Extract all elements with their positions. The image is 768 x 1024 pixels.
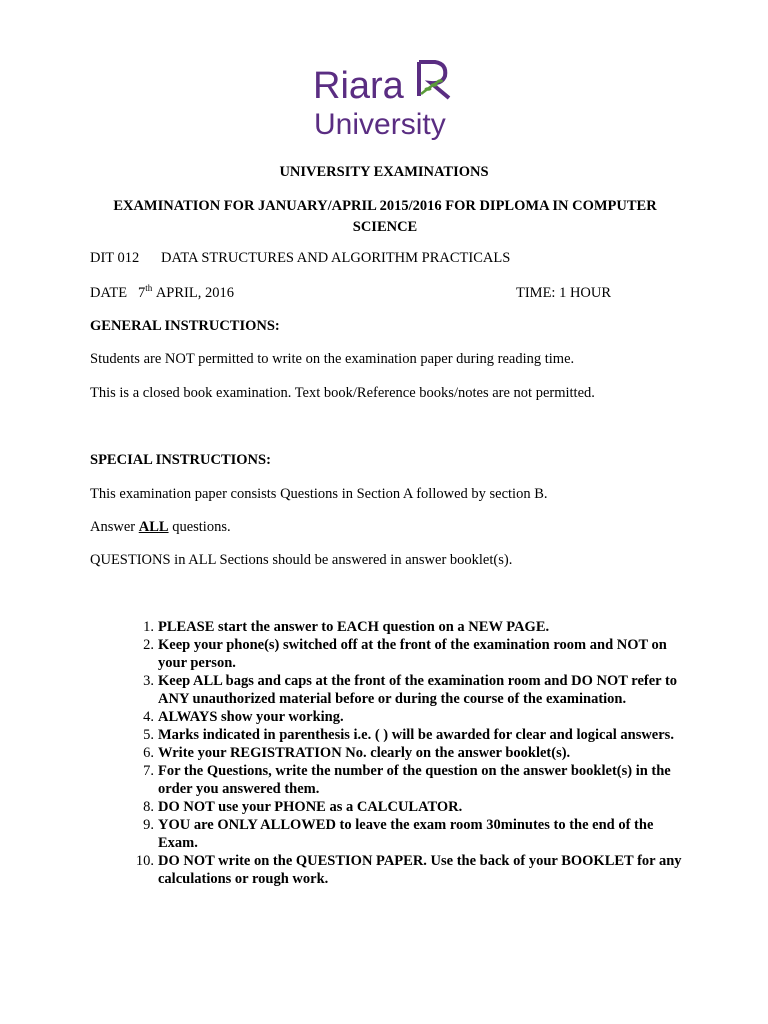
rule-number: 7. [143,763,154,779]
course-name: DATA STRUCTURES AND ALGORITHM PRACTICALS [161,250,511,266]
exam-title: EXAMINATION FOR JANUARY/APRIL 2015/2016 FOR DIPLOMA IN COMPUTER SCIENCE [113,198,657,235]
date-day: 7 [137,285,146,301]
rule-number: 9. [143,817,154,833]
rule-text: Marks indicated in parenthesis i.e. ( ) will be awarded for clear and logical answers. [158,727,674,743]
answer-suffix: questions. [172,519,231,535]
list-item [130,816,690,852]
date-suffix: th [145,283,153,293]
general-instructions-heading: GENERAL INSTRUCTIONS: [90,318,280,334]
rule-number: 8. [143,799,154,815]
answer-prefix: Answer [90,519,136,535]
rule-number: 1. [143,619,154,635]
list-item [130,708,690,726]
list-item [130,744,690,762]
date-rest: APRIL, 2016 [155,285,234,301]
rule-number: 4. [143,709,154,725]
riara-r-emblem-icon [419,62,449,98]
rule-text: PLEASE start the answer to EACH question on a NEW PAGE. [158,619,550,635]
rule-text: YOU are ONLY ALLOWED to leave the exam room 30minutes to the end of the Exam. [158,817,654,851]
logo-text-riara: Riara [313,65,404,107]
exam-time: TIME: 1 HOUR [516,285,612,301]
special-instruction-answer [90,519,231,536]
list-item [130,762,690,798]
special-instruction-booklet: QUESTIONS in ALL Sections should be answered in answer booklet(s). [90,552,513,568]
course-code: DIT 012 [90,250,140,266]
rule-number: 6. [143,745,154,761]
special-instructions-heading: SPECIAL INSTRUCTIONS: [90,452,271,468]
special-instruction-consists: This examination paper consists Questions in Section A followed by section B. [90,486,548,502]
rule-text: DO NOT use your PHONE as a CALCULATOR. [158,799,463,815]
list-item [130,636,690,672]
list-item [130,618,690,636]
rule-number: 10. [135,853,154,869]
rules-list [130,618,690,888]
logo-text-university: University [314,108,446,140]
general-instruction-1: Students are NOT permitted to write on the examination paper during reading time. [90,351,575,367]
date-label: DATE [90,285,128,301]
rule-text: For the Questions, write the number of the question on the answer booklet(s) in the order you answered them. [158,763,671,797]
list-item [130,672,690,708]
riara-logo-graphic [313,56,458,140]
rule-number: 2. [143,637,154,653]
rule-number: 3. [143,673,154,689]
rule-text: Keep ALL bags and caps at the front of the examination room and DO NOT refer to ANY unauthorized material before or during the course of the examination. [158,673,678,707]
general-instruction-2: This is a closed book examination. Text book/Reference books/notes are not permitted. [90,385,595,401]
answer-all: ALL [138,519,169,535]
rule-text: Write your REGISTRATION No. clearly on the answer booklet(s). [158,745,571,761]
list-item [130,726,690,744]
exam-date [90,285,234,302]
university-logo [313,56,458,140]
rule-text: DO NOT write on the QUESTION PAPER. Use the back of your BOOKLET for any calculations or rough work. [158,853,682,887]
rule-number: 5. [143,727,154,743]
list-item [130,798,690,816]
rule-text: ALWAYS show your working. [158,709,344,725]
rule-text: Keep your phone(s) switched off at the front of the examination room and NOT on your person. [158,637,667,671]
list-item [130,852,690,888]
exam-heading: UNIVERSITY EXAMINATIONS [279,164,489,180]
